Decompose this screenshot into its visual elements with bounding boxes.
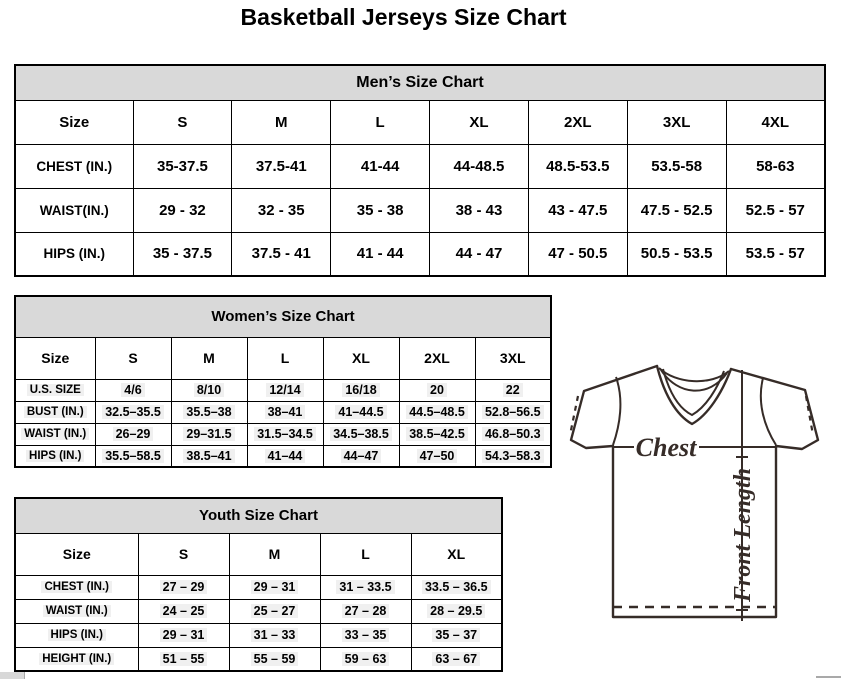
- cell-value: 27 – 28: [342, 604, 390, 618]
- youth-cell: [411, 647, 502, 671]
- womens-cell: [475, 379, 551, 401]
- womens-header-row: [15, 337, 551, 379]
- partial-element-bottom-right: [816, 676, 841, 678]
- mens-row-label: [15, 232, 133, 276]
- cell-value: 35.5–58.5: [102, 449, 164, 463]
- youth-header-row: [15, 533, 502, 575]
- cell-value: 44 - 47: [455, 245, 503, 263]
- cell-value: 12/14: [266, 383, 303, 397]
- row-label: CHEST (IN.): [41, 581, 112, 593]
- womens-cell: [323, 423, 399, 445]
- cell-value: 35 – 37: [432, 628, 480, 642]
- row-label: HIPS (IN.): [48, 629, 106, 641]
- cell-value: 35 - 37.5: [152, 245, 213, 263]
- womens-row-label: [15, 445, 95, 467]
- row-label: CHEST (IN.): [36, 158, 113, 174]
- womens-cell: [323, 401, 399, 423]
- mens-data-row: [15, 232, 825, 276]
- youth-cell: [138, 599, 229, 623]
- cell-value: 52.5 - 57: [745, 201, 805, 219]
- mens-cell: [331, 232, 430, 276]
- cell-value: 37.5-41: [255, 157, 307, 175]
- cell-value: 26–29: [113, 427, 154, 441]
- mens-header-row: [15, 100, 825, 144]
- youth-cell: [138, 623, 229, 647]
- cell-value: 22: [503, 383, 523, 397]
- youth-cell: [138, 647, 229, 671]
- youth-cell: [138, 575, 229, 599]
- cell-value: 53.5 - 57: [745, 245, 805, 263]
- womens-size-table: [14, 295, 552, 468]
- jersey-measurement-diagram: [556, 360, 832, 636]
- womens-data-row: [15, 423, 551, 445]
- row-label: WAIST (IN.): [43, 605, 111, 617]
- cell-value: 33 – 35: [342, 628, 390, 642]
- mens-cell: [430, 144, 529, 188]
- cell-value: 44-48.5: [453, 157, 505, 175]
- youth-data-row: [15, 647, 502, 671]
- cell-value: 55 – 59: [251, 652, 299, 666]
- youth-column-header: L: [320, 533, 411, 575]
- cell-value: 20: [427, 383, 447, 397]
- womens-cell: [95, 401, 171, 423]
- mens-column-header: 3XL: [627, 100, 726, 144]
- cell-value: 32 - 35: [257, 201, 305, 219]
- womens-column-header: 3XL: [475, 337, 551, 379]
- womens-section-title: Women’s Size Chart: [15, 296, 551, 337]
- cell-value: 43 - 47.5: [548, 201, 608, 219]
- cell-value: 37.5 - 41: [251, 245, 311, 263]
- womens-column-header: XL: [323, 337, 399, 379]
- partial-element-bottom-left: [0, 672, 25, 679]
- mens-section-title: Men’s Size Chart: [15, 65, 825, 100]
- mens-data-row: [15, 144, 825, 188]
- cell-value: 29 – 31: [160, 628, 208, 642]
- mens-cell: [726, 144, 825, 188]
- womens-cell: [95, 445, 171, 467]
- front-length-label: Front Length: [730, 467, 756, 602]
- youth-cell: [229, 599, 320, 623]
- youth-data-row: [15, 623, 502, 647]
- womens-column-header: M: [171, 337, 247, 379]
- womens-cell: [399, 379, 475, 401]
- cell-value: 38 - 43: [455, 201, 503, 219]
- cell-value: 31.5–34.5: [254, 427, 316, 441]
- youth-size-table: [14, 497, 503, 672]
- mens-column-header: 4XL: [726, 100, 825, 144]
- mens-cell: [627, 232, 726, 276]
- cell-value: 58-63: [756, 157, 795, 175]
- womens-cell: [247, 401, 323, 423]
- cell-value: 35 - 38: [356, 201, 404, 219]
- cell-value: 53.5-58: [651, 157, 703, 175]
- cell-value: 59 – 63: [342, 652, 390, 666]
- womens-row-label: [15, 423, 95, 445]
- mens-cell: [133, 188, 232, 232]
- mens-cell: [528, 188, 627, 232]
- cell-value: 25 – 27: [251, 604, 299, 618]
- womens-cell: [323, 379, 399, 401]
- mens-cell: [331, 144, 430, 188]
- womens-cell: [475, 445, 551, 467]
- womens-cell: [247, 379, 323, 401]
- cell-value: 28 – 29.5: [427, 604, 485, 618]
- cell-value: 29–31.5: [183, 427, 234, 441]
- womens-cell: [399, 445, 475, 467]
- chest-label: Chest: [635, 433, 697, 462]
- womens-data-row: [15, 379, 551, 401]
- cell-value: 51 – 55: [160, 652, 208, 666]
- mens-column-header: 2XL: [528, 100, 627, 144]
- womens-row-label: [15, 379, 95, 401]
- mens-cell: [133, 144, 232, 188]
- youth-column-header: M: [229, 533, 320, 575]
- cell-value: 44–47: [341, 449, 382, 463]
- mens-column-header: M: [232, 100, 331, 144]
- youth-column-header: S: [138, 533, 229, 575]
- mens-cell: [528, 144, 627, 188]
- cell-value: 29 – 31: [251, 580, 299, 594]
- womens-cell: [95, 423, 171, 445]
- youth-row-label: [15, 623, 138, 647]
- mens-cell: [331, 188, 430, 232]
- cell-value: 48.5-53.5: [546, 157, 610, 175]
- mens-cell: [232, 232, 331, 276]
- youth-cell: [320, 599, 411, 623]
- womens-cell: [171, 445, 247, 467]
- jersey-outline: [571, 366, 818, 617]
- womens-cell: [171, 423, 247, 445]
- youth-cell: [411, 599, 502, 623]
- womens-cell: [323, 445, 399, 467]
- youth-data-row: [15, 575, 502, 599]
- page-title: Basketball Jerseys Size Chart: [240, 4, 567, 30]
- cell-value: 35-37.5: [156, 157, 208, 175]
- cell-value: 47 - 50.5: [548, 245, 608, 263]
- cell-value: 47.5 - 52.5: [640, 201, 713, 219]
- youth-column-header: XL: [411, 533, 502, 575]
- womens-data-row: [15, 401, 551, 423]
- womens-cell: [399, 423, 475, 445]
- mens-column-header: L: [331, 100, 430, 144]
- mens-size-table: [14, 64, 826, 277]
- youth-section-title: Youth Size Chart: [15, 498, 502, 533]
- row-label: WAIST(IN.): [39, 202, 109, 218]
- womens-data-row: [15, 445, 551, 467]
- womens-cell: [171, 379, 247, 401]
- cell-value: 34.5–38.5: [330, 427, 392, 441]
- cell-value: 29 - 32: [159, 201, 206, 219]
- cell-value: 41–44.5: [335, 405, 386, 419]
- youth-cell: [229, 575, 320, 599]
- womens-column-header: L: [247, 337, 323, 379]
- womens-column-header: Size: [15, 337, 95, 379]
- cell-value: 41-44: [360, 157, 400, 175]
- mens-cell: [528, 232, 627, 276]
- cell-value: 38.5–42.5: [406, 427, 468, 441]
- youth-row-label: [15, 599, 138, 623]
- mens-cell: [133, 232, 232, 276]
- cell-value: 54.3–58.3: [482, 449, 544, 463]
- cell-value: 35.5–38: [183, 405, 234, 419]
- row-label: BUST (IN.): [24, 406, 87, 418]
- youth-column-header: Size: [15, 533, 138, 575]
- cell-value: 31 – 33: [251, 628, 299, 642]
- womens-row-label: [15, 401, 95, 423]
- cell-value: 8/10: [194, 383, 224, 397]
- cell-value: 50.5 - 53.5: [640, 245, 713, 263]
- cell-value: 24 – 25: [160, 604, 208, 618]
- cell-value: 38.5–41: [183, 449, 234, 463]
- cell-value: 47–50: [417, 449, 458, 463]
- row-label: WAIST (IN.): [21, 428, 89, 440]
- cell-value: 52.8–56.5: [482, 405, 544, 419]
- cell-value: 38–41: [265, 405, 306, 419]
- mens-column-header: Size: [15, 100, 133, 144]
- womens-cell: [247, 423, 323, 445]
- mens-cell: [232, 188, 331, 232]
- womens-column-header: S: [95, 337, 171, 379]
- womens-cell: [247, 445, 323, 467]
- mens-cell: [232, 144, 331, 188]
- youth-cell: [229, 623, 320, 647]
- cell-value: 33.5 – 36.5: [422, 580, 491, 594]
- cell-value: 4/6: [121, 383, 144, 397]
- cell-value: 31 – 33.5: [336, 580, 394, 594]
- youth-cell: [320, 623, 411, 647]
- row-label: HEIGHT (IN.): [39, 653, 114, 665]
- youth-cell: [411, 575, 502, 599]
- youth-cell: [229, 647, 320, 671]
- mens-cell: [430, 232, 529, 276]
- mens-cell: [627, 188, 726, 232]
- mens-cell: [627, 144, 726, 188]
- cell-value: 41 - 44: [356, 245, 404, 263]
- right-armhole-seam: [761, 378, 776, 445]
- row-label: HIPS (IN.): [26, 450, 84, 462]
- youth-cell: [411, 623, 502, 647]
- womens-cell: [475, 401, 551, 423]
- youth-row-label: [15, 647, 138, 671]
- cell-value: 44.5–48.5: [406, 405, 468, 419]
- youth-data-row: [15, 599, 502, 623]
- row-label: HIPS (IN.): [43, 246, 105, 262]
- cell-value: 16/18: [342, 383, 379, 397]
- mens-column-header: XL: [430, 100, 529, 144]
- cell-value: 27 – 29: [160, 580, 208, 594]
- row-label: U.S. SIZE: [27, 384, 84, 396]
- cell-value: 63 – 67: [432, 652, 480, 666]
- womens-cell: [171, 401, 247, 423]
- youth-cell: [320, 575, 411, 599]
- mens-cell: [726, 232, 825, 276]
- mens-row-label: [15, 188, 133, 232]
- mens-cell: [430, 188, 529, 232]
- mens-data-row: [15, 188, 825, 232]
- mens-row-label: [15, 144, 133, 188]
- womens-column-header: 2XL: [399, 337, 475, 379]
- cell-value: 46.8–50.3: [482, 427, 544, 441]
- left-armhole-seam: [613, 377, 620, 445]
- youth-row-label: [15, 575, 138, 599]
- womens-cell: [95, 379, 171, 401]
- mens-cell: [726, 188, 825, 232]
- womens-cell: [399, 401, 475, 423]
- youth-cell: [320, 647, 411, 671]
- womens-cell: [475, 423, 551, 445]
- cell-value: 32.5–35.5: [102, 405, 164, 419]
- cell-value: 41–44: [265, 449, 306, 463]
- mens-column-header: S: [133, 100, 232, 144]
